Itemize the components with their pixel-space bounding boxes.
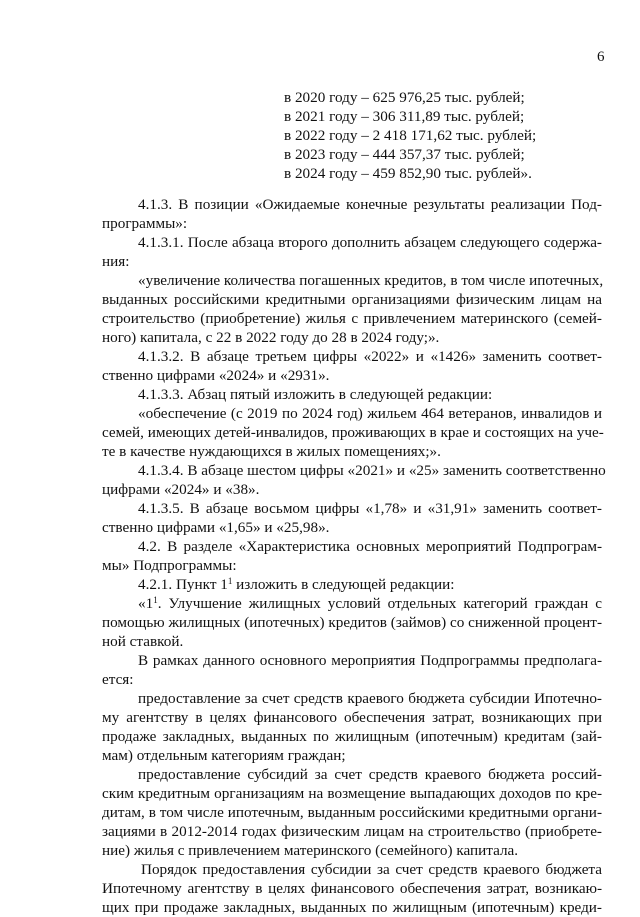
text-line: 4.2. В разделе «Характеристика основных мероприятий Подпрограм- [138,538,602,555]
text-line: мам) отдельным категориям граждан; [102,747,346,764]
text-run: изложить в следующей редакции: [232,576,455,593]
text-line: предоставление за счет средств краевого бюджета субсидии Ипотечно- [138,690,602,707]
text-line: ной ставкой. [102,633,184,650]
text-line: «увеличение количества погашенных кредитов, в том числе ипотечных, [138,272,604,289]
budget-line: в 2022 году – 2 418 171,62 тыс. рублей; [284,127,537,144]
superscript: 1 [227,576,233,586]
text-line: ного) капитала, с 22 в 2022 году до 28 в 2024 году;». [102,329,440,346]
text-line: программы»: [102,215,188,232]
budget-line: в 2021 году – 306 311,89 тыс. рублей; [284,108,525,125]
text-line: щих при продаже закладных, выданных по жилищным (ипотечным) креди- [102,899,602,916]
page-number: 6 [597,49,605,65]
text-line: строительство (приобретение) жилья с привлечением материнского (семей- [102,310,602,327]
text-line: Порядок предоставления субсидии за счет средств краевого бюджета [141,861,602,878]
text-line: цифрами «2024» и «38». [102,481,260,498]
text-line: му агентству в целях финансового обеспечения затрат, возникающих при [102,709,602,726]
text-line: выданных российскими кредитными организациями физическим лицам на [102,291,602,308]
text-line [138,594,602,613]
text-line: ственно цифрами «2024» и «2931». [102,367,330,384]
text-line: мы» Подпрограммы: [102,557,237,574]
text-line: продаже закладных, выданных по жилищным (ипотечным) кредитам (зай- [102,728,602,745]
text-run: «1 [138,595,154,612]
text-line: помощью жилищных (ипотечных) кредитов (займов) со сниженной процент- [102,614,602,631]
text-line: те в качестве нуждающихся в жилых помещениях;». [102,443,441,460]
text-line: Ипотечному агентству в целях финансового обеспечения затрат, возникаю- [102,880,602,897]
text-line: 4.1.3.5. В абзаце восьмом цифры «1,78» и «31,91» заменить соответ- [138,500,602,517]
text-line: 4.1.3.2. В абзаце третьем цифры «2022» и «1426» заменить соответ- [138,348,602,365]
text-line: 4.1.3.4. В абзаце шестом цифры «2021» и «25» заменить соответственно [138,462,606,479]
superscript: 1 [153,595,158,605]
text-line: 4.1.3.1. После абзаца второго дополнить абзацем следующего содержа- [138,234,602,251]
text-line: предоставление субсидий за счет средств краевого бюджета россий- [138,766,602,783]
text-line: зациями в 2012-2014 годах физическим лицам на строительство (приобрете- [102,823,602,840]
text-line: 4.1.3.3. Абзац пятый изложить в следующей редакции: [138,386,493,403]
text-run: 4.2.1. Пункт 1 [138,576,228,593]
text-line: ским кредитным организациям на возмещение выпадающих доходов по кре- [102,785,602,802]
text-line [138,575,455,594]
text-run: . Улучшение жилищных условий отдельных категорий граждан с [157,595,602,612]
text-line: семей, имеющих детей-инвалидов, проживающих в крае и состоящих на уче- [102,424,604,441]
text-line: «обеспечение (с 2019 по 2024 год) жильем 464 ветеранов, инвалидов и [138,405,602,422]
text-line: дитам, в том числе ипотечным, выданным российскими кредитными органи- [102,804,602,821]
budget-line: в 2024 году – 459 852,90 тыс. рублей». [284,165,532,182]
text-line: ние) жилья с привлечением материнского (семейного) капитала. [102,842,519,859]
text-line: ственно цифрами «1,65» и «25,98». [102,519,330,536]
budget-line: в 2023 году – 444 357,37 тыс. рублей; [284,146,525,163]
budget-line: в 2020 году – 625 976,25 тыс. рублей; [284,89,525,106]
text-line: ния: [102,253,130,270]
text-line: 4.1.3. В позиции «Ожидаемые конечные результаты реализации Под- [138,196,602,213]
text-line: ется: [102,671,134,688]
text-line: В рамках данного основного мероприятия Подпрограммы предполага- [138,652,602,669]
